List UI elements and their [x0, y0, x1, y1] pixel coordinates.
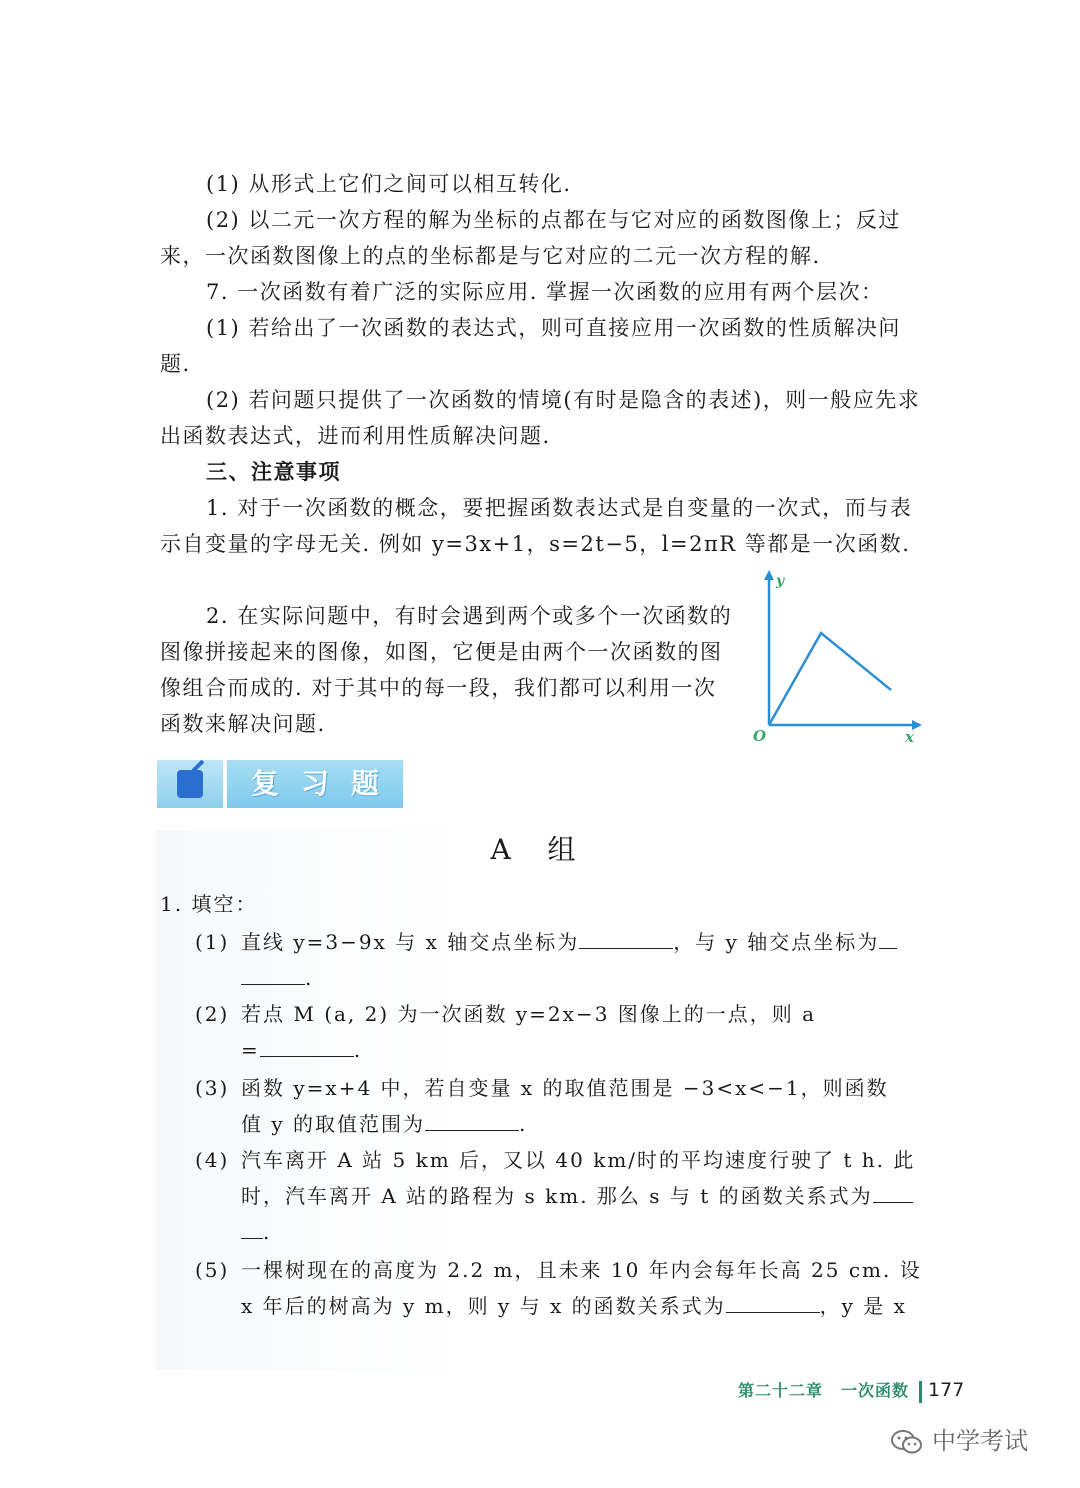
item-text: 值 y 的取值范围为 — [241, 1112, 426, 1136]
graph-segments — [769, 633, 891, 725]
review-label-box — [227, 760, 403, 808]
item-text: 时，汽车离开 A 站的路程为 s km. 那么 s 与 t 的函数关系式为 — [241, 1184, 873, 1208]
question-1-1 — [195, 924, 923, 996]
item-number: (3) — [195, 1076, 230, 1100]
item-text: 一棵树现在的高度为 2.2 m，且未来 10 年内会每年长高 25 cm. 设 — [241, 1258, 922, 1282]
answer-blank — [260, 1056, 354, 1057]
y-axis-arrow — [764, 570, 774, 580]
page-number: 177 — [928, 1379, 965, 1401]
item-number: (4) — [195, 1148, 230, 1172]
piecewise-graph — [745, 565, 930, 750]
item-text: . — [263, 1220, 272, 1244]
answer-blank — [241, 1238, 263, 1239]
x-label: x — [905, 728, 914, 746]
answer-blank — [579, 948, 673, 949]
question-1-4 — [195, 1142, 923, 1250]
origin-label: O — [753, 727, 767, 745]
question-1-label: 1. 填空： — [160, 892, 258, 916]
group-title: A 组 — [490, 833, 590, 866]
paragraph-3: 7. 一次函数有着广泛的实际应用. 掌握一次函数的应用有两个层次： — [206, 280, 884, 304]
review-banner — [157, 760, 403, 808]
item-text: . — [305, 966, 314, 990]
watermark-text: 中学考试 — [932, 1427, 1028, 1455]
notebook-pen-icon — [177, 770, 203, 798]
item-text: ，与 y 轴交点坐标为 — [673, 930, 880, 954]
item-number: (2) — [195, 1002, 230, 1026]
review-heading: 复习题 — [250, 767, 401, 800]
item-number: (5) — [195, 1258, 230, 1282]
item-text: 汽车离开 A 站 5 km 后，又以 40 km/时的平均速度行驶了 t h. 此 — [241, 1148, 916, 1172]
section-heading: 三、注意事项 — [206, 459, 341, 484]
item-text: = — [241, 1038, 260, 1062]
paragraph-4: (1) 若给出了一次函数的表达式，则可直接应用一次函数的性质解决问题. — [160, 316, 901, 376]
question-1-3 — [195, 1070, 923, 1142]
question-1-5 — [195, 1252, 923, 1324]
wechat-icon — [890, 1428, 924, 1456]
paragraph-7: 2. 在实际问题中，有时会遇到两个或多个一次函数的图像拼接起来的图像，如图，它便是由两个一次函数的图像组合而成的. 对于其中的每一段，我们都可以利用一次函数来解决问题. — [160, 604, 733, 736]
answer-blank — [873, 1202, 913, 1203]
item-text: . — [353, 1038, 363, 1062]
paragraph-2: (2) 以二元一次方程的解为坐标的点都在与它对应的函数图像上；反过来，一次函数图像上的点的坐标都是与它对应的二元一次方程的解. — [160, 208, 901, 268]
question-1-2 — [195, 996, 923, 1068]
answer-blank — [726, 1312, 820, 1313]
item-text: . — [519, 1112, 528, 1136]
item-text: 函数 y=x+4 中，若自变量 x 的取值范围是 −3<x<−1，则函数 — [241, 1076, 889, 1100]
footer-divider — [919, 1381, 922, 1403]
answer-blank — [425, 1130, 519, 1131]
paragraph-5: (2) 若问题只提供了一次函数的情境(有时是隐含的表述)，则一般应先求出函数表达式，进而利用性质解决问题. — [160, 388, 921, 448]
review-icon-box — [157, 760, 223, 808]
item-text: x 年后的树高为 y m，则 y 与 x 的函数关系式为 — [241, 1294, 726, 1318]
footer-title: 一次函数 — [841, 1381, 910, 1400]
page-footer — [738, 1375, 964, 1405]
item-number: (1) — [195, 930, 230, 954]
item-text: 若点 M (a, 2) 为一次函数 y=2x−3 图像上的一点，则 a — [241, 1002, 817, 1026]
watermark — [890, 1424, 1028, 1458]
answer-blank — [241, 984, 305, 985]
paragraph-1: (1) 从形式上它们之间可以相互转化. — [206, 172, 572, 196]
item-text: 直线 y=3−9x 与 x 轴交点坐标为 — [241, 930, 580, 954]
y-label: y — [776, 573, 785, 589]
paragraph-6: 1. 对于一次函数的概念，要把握函数表达式是自变量的一次式，而与表示自变量的字母无关. 例如 y=3x+1，s=2t−5，l=2πR 等都是一次函数. — [160, 496, 913, 556]
item-text: ，y 是 x — [819, 1294, 907, 1318]
footer-chapter: 第二十二章 — [738, 1381, 824, 1400]
answer-blank — [879, 948, 897, 949]
